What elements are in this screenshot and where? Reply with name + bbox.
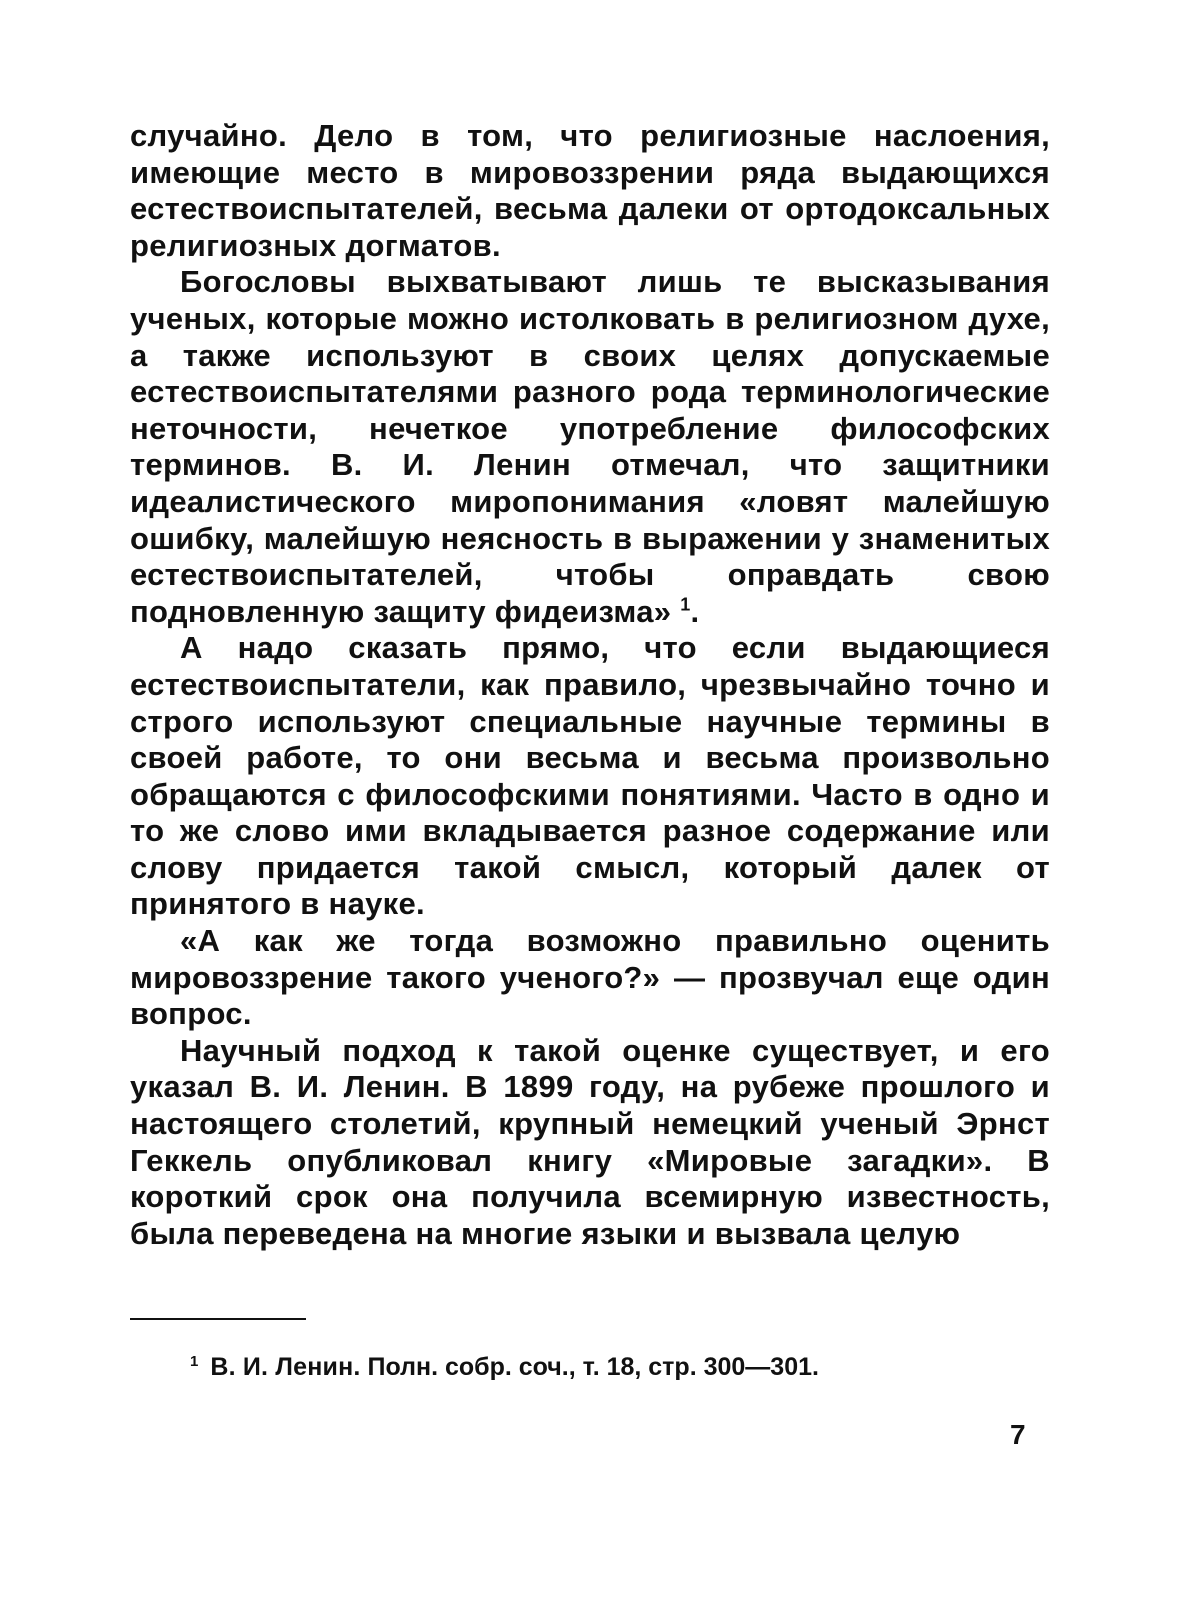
- paragraph-5-text: Научный подход к такой оценке существует, и его указал В. И. Ленин. В 1899 году, на рубеже прошлого и настоящего столетий, крупный немецкий ученый Эрнст Геккель опубликовал книгу «Мировые загадки». В короткий срок она получила всемирную известность, была переведена на многие языки и вызвала целую: [130, 1032, 1050, 1251]
- paragraph-5: [130, 1033, 1050, 1253]
- footnote-citation: Полн. собр. соч., т. 18, стр. 300—301.: [367, 1353, 819, 1381]
- footnote-reference[interactable]: 1: [680, 594, 691, 615]
- footnote: [190, 1352, 1050, 1382]
- footnote-divider: [130, 1318, 306, 1320]
- paragraph-2-text: Богословы выхватывают лишь те высказывания ученых, которые можно истолковать в религиозном духе, а также используют в своих целях допускаемые естествоиспытателями разного рода терминологические неточности, нечеткое употребление философских терминов. В. И. Ленин отмечал, что защитники идеалистического миропонимания «ловят малейшую ошибку, малейшую неясность в выражении у знаменитых естествоиспытателей, чтобы оправдать свою подновленную защиту фидеизма»: [130, 264, 1050, 629]
- paragraph-3: [130, 630, 1050, 923]
- footnote-author: В. И. Ленин.: [210, 1353, 361, 1381]
- footnote-mark: 1: [190, 1352, 199, 1370]
- paragraph-1-text: случайно. Дело в том, что религиозные наслоения, имеющие место в мировоззрении ряда выдающихся естествоиспытателей, весьма далеки от ортодоксальных религиозных догматов.: [130, 118, 1050, 263]
- paragraph-1: [130, 118, 1050, 264]
- paragraph-2: [130, 264, 1050, 630]
- paragraph-4-text: «А как же тогда возможно правильно оценить мировоззрение такого ученого?» — прозвучал еще один вопрос.: [130, 923, 1050, 1032]
- page-number: 7: [1010, 1419, 1026, 1450]
- paragraph-3-text: А надо сказать прямо, что если выдающиеся естествоиспытатели, как правило, чрезвычайно точно и строго используют специальные научные термины в своей работе, то они весьма и весьма произвольно обращаются с философскими понятиями. Часто в одно и то же слово ими вкладывается разное содержание или слову придается такой смысл, который далек от принятого в науке.: [130, 630, 1050, 922]
- paragraph-4: [130, 923, 1050, 1033]
- main-text: [130, 118, 1050, 1252]
- paragraph-2-tail: .: [690, 593, 700, 629]
